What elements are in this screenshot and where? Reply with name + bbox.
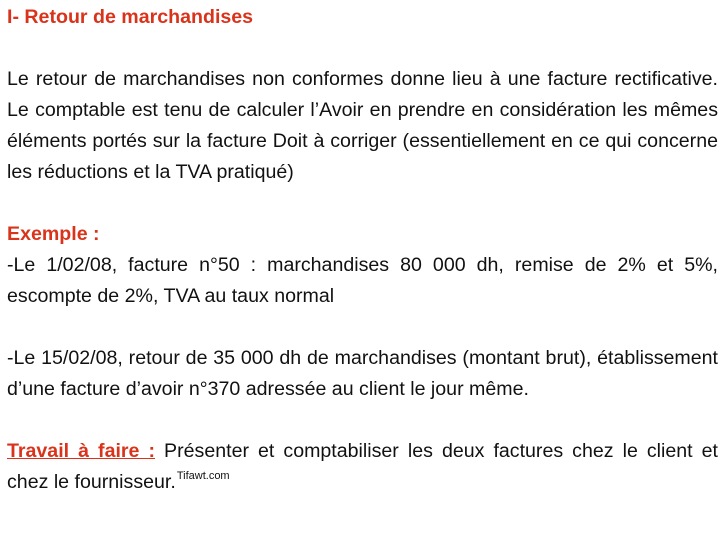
example-line-2: -Le 15/02/08, retour de 35 000 dh de marchandises (montant brut), établissement d’une facture d’avoir n°370 adressée au client le jour même. <box>7 347 718 400</box>
spacer <box>7 405 718 436</box>
spacer <box>7 33 718 64</box>
example-line-1: -Le 1/02/08, facture n°50 : marchandises 80 000 dh, remise de 2% et 5%, escompte de 2%, TVA au taux normal <box>7 254 718 307</box>
spacer <box>7 312 718 343</box>
spacer <box>7 188 718 219</box>
example-heading: Exemple : <box>7 223 100 245</box>
task-paragraph <box>7 436 718 498</box>
task-heading: Travail à faire : <box>7 440 155 462</box>
source-watermark: Tifawt.com <box>176 470 230 482</box>
section-title: I- Retour de marchandises <box>7 6 254 28</box>
intro-paragraph: Le retour de marchandises non conformes donne lieu à une facture rectificative. Le comptable est tenu de calculer l’Avoir en prendre en considération les mêmes éléments portés sur la facture Doit à corriger (essentiellement en ce qui concerne les réductions et la TVA pratiqué) <box>7 68 718 183</box>
task-text: Présenter et comptabiliser les deux factures chez le client et chez le fournisseur. <box>7 440 719 493</box>
slide-content <box>7 2 718 498</box>
